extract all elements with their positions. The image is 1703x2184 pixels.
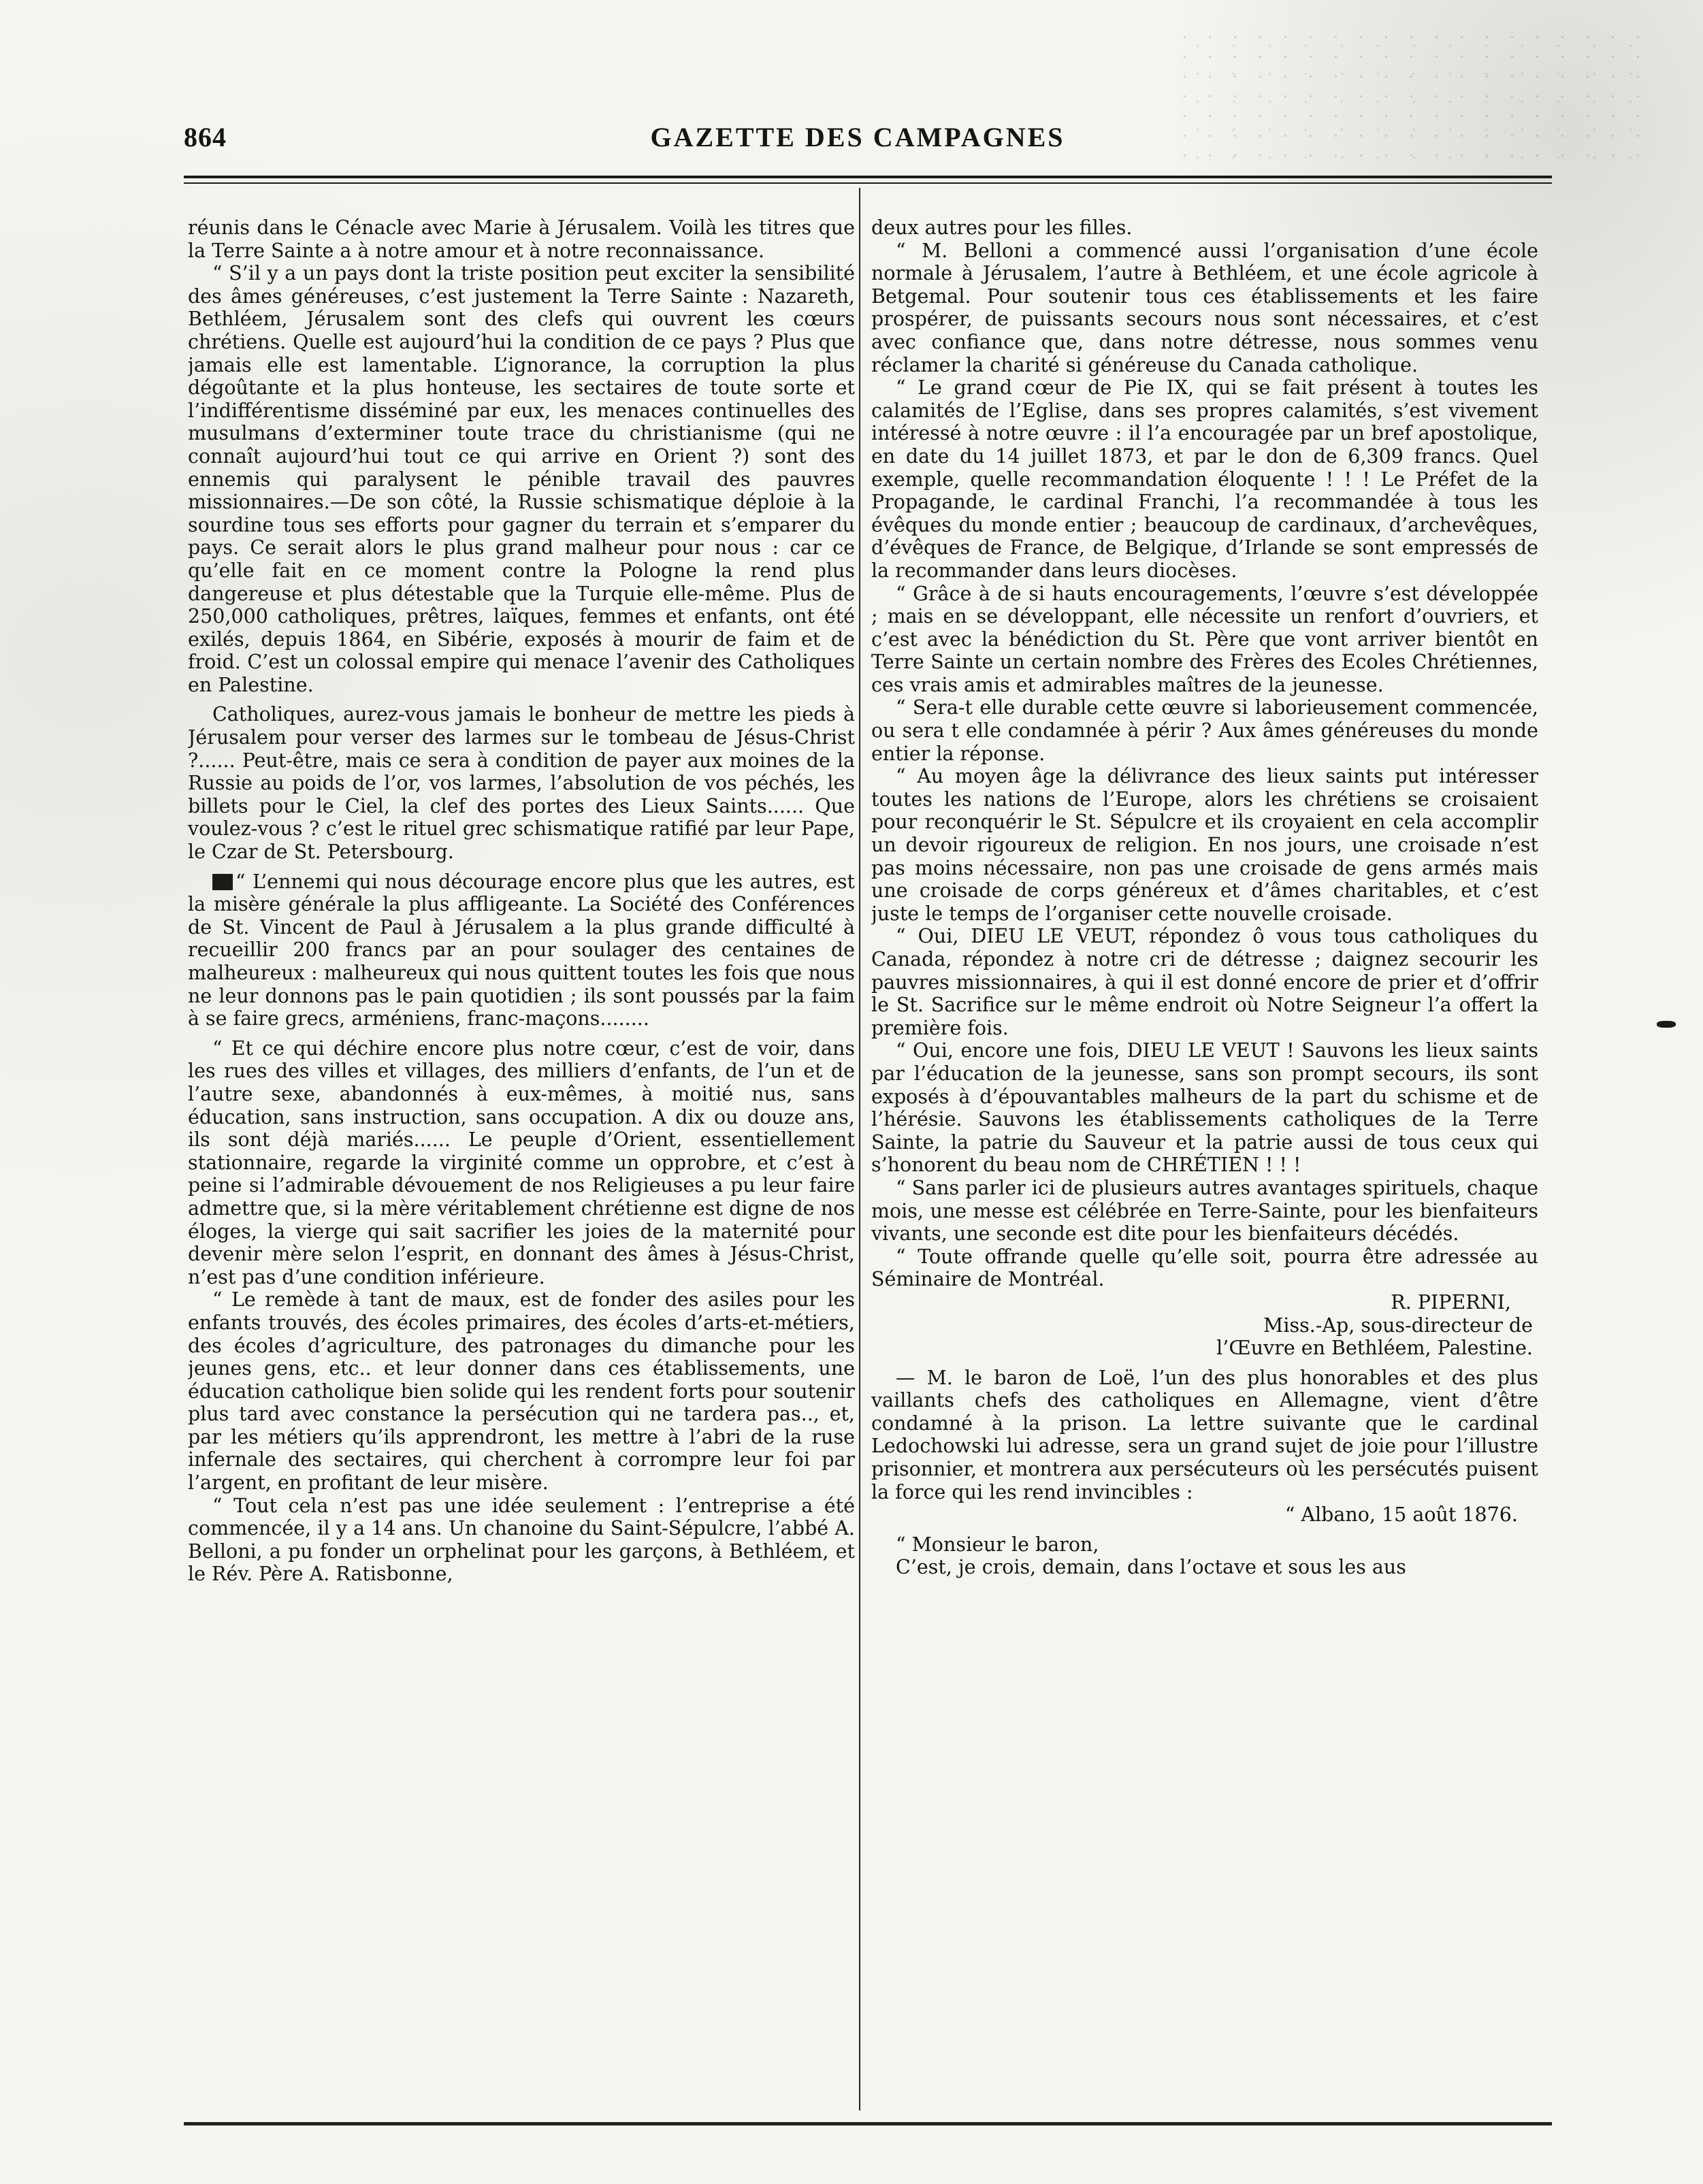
paragraph: deux autres pour les filles.: [871, 216, 1133, 239]
header-rule: [184, 176, 1552, 178]
paragraph: “ S’il y a un pays dont la triste position peut exciter la sensibilité des âmes généreuses, c’est justement la Terre Sainte : Nazareth, Bethléem, Jérusalem sont des clefs qui ouvrent les cœurs chrétiens. Quelle est aujourd’hui la condition de ce pays ? Plus que jamais elle est lamentable. L’ignorance, la corruption la plus dégoûtante et la plus honteuse, les sectaires de toute sorte et l’indifférentisme disséminé par eux, les menaces continuelles des musulmans d’exterminer toute trace du christianisme (qui ne connaît aujourd’hui tout ce qui arrive en Orient ?) sont des ennemis qui paralysent le pénible travail des pauvres missionnaires.—De son côté, la Russie schismatique déploie à la sourdine tous ses efforts pour gagner du terrain et s’emparer du pays. Ce serait alors le plus grand malheur pour nous : car ce qu’elle fait en ce moment contre la Pologne la rend plus dangereuse et plus détestable que la Turquie elle-même. Plus de 250,000 catholiques, prêtres, laïques, femmes et enfants, ont été exilés, depuis 1864, en Sibérie, exposés à mourir de faim et de froid. C’est un colossal empire qui menace l’avenir des Catholiques en Palestine.: [188, 262, 855, 696]
letter-opening: C’est, je crois, demain, dans l’octave et sous les aus: [896, 1556, 1406, 1579]
paragraph: “ Et ce qui déchire encore plus notre cœur, c’est de voir, dans les rues des villes et villages, des milliers d’enfants, de l’un et de l’autre sexe, abandonnés à eux-mêmes, à moitié nus, sans éducation, sans instruction, sans occupation. A dix ou douze ans, ils sont déjà mariés...... Le peuple d’Orient, essentiellement stationnaire, regarde la virginité comme un opprobre, et c’est à peine si l’admirable dévouement de nos Religieuses a pu leur faire admettre que, si la mère véritablement chrétienne est digne de nos éloges, la vierge qui sait sacrifier les joies de la maternité pour devenir mère selon l’esprit, en donnant des âmes à Jésus-Christ, n’est pas d’une condition inférieure.: [188, 1037, 855, 1288]
letter-salutation: “ Monsieur le baron,: [896, 1533, 1099, 1556]
paragraph: Catholiques, aurez-vous jamais le bonheur de mettre les pieds à Jérusalem pour verser des larmes sur le tombeau de Jésus-Christ ?...... Peut-être, mais ce sera à condition de payer aux moines de la Russie au poids de l’or, vos larmes, l’absolution de vos péchés, les billets pour le Ciel, la clef des portes des Lieux Saints...... Que voulez-vous ? c’est le rituel grec schismatique ratifié par leur Pape, le Czar de St. Petersbourg.: [188, 703, 855, 864]
paragraph-with-marker: [188, 870, 855, 1030]
section-marker: [212, 874, 233, 890]
page-header: [184, 121, 1531, 162]
left-column: [188, 216, 855, 2115]
signature-name: R. PIPERNI,: [1391, 1290, 1511, 1314]
paragraph: “ Tout cela n’est pas une idée seulement : l’entreprise a été commencée, il y a 14 ans. Un chanoine du Saint-Sépulcre, l’abbé A. Belloni, a pu fonder un orphelinat pour les garçons, à Bethléem, et le Rév. Père A. Ratisbonne,: [188, 1494, 855, 1586]
paragraph: “ Toute offrande quelle qu’elle soit, pourra être adressée au Séminaire de Montréal.: [871, 1245, 1538, 1291]
footer-rule: [184, 2122, 1552, 2125]
paragraph: “ Le grand cœur de Pie IX, qui se fait présent à toutes les calamités de l’Eglise, dans ses propres calamités, s’est vivement intéressé à notre œuvre : il l’a encouragée par un bref apostolique, en date du 14 juillet 1873, et par le don de 6,309 francs. Quel exemple, quelle recommandation éloquente ! ! ! Le Préfet de la Propagande, le cardinal Franchi, l’a recommandée à tous les évêques du monde entier ; beaucoup de cardinaux, d’archevêques, d’évêques de France, de Belgique, d’Irlande se sont empressés de la recommander dans leurs diocèses.: [871, 376, 1538, 582]
paragraph: “ Sans parler ici de plusieurs autres avantages spirituels, chaque mois, une messe est célébrée en Terre-Sainte, pour les bienfaiteurs vivants, une seconde est dite pour les bienfaiteurs décédés.: [871, 1176, 1538, 1245]
signature-title-line2: l’Œuvre en Bethléem, Palestine.: [1216, 1337, 1533, 1360]
paragraph: — M. le baron de Loë, l’un des plus honorables et des plus vaillants chefs des catholiques en Allemagne, vient d’être condamné à la prison. La lettre suivante que le cardinal Ledochowski lui adresse, sera un grand sujet de joie pour l’illustre prisonnier, et montrera aux persécuteurs où les persécutés puisent la force qui les rend invincibles :: [871, 1366, 1538, 1503]
paragraph: réunis dans le Cénacle avec Marie à Jérusalem. Voilà les titres que la Terre Sainte a à notre amour et à notre reconnaissance.: [188, 216, 855, 262]
paragraph: “ Le remède à tant de maux, est de fonder des asiles pour les enfants trouvés, des écoles primaires, des écoles d’arts-et-métiers, des écoles d’agriculture, des patronages du dimanche pour les jeunes gens, etc.. et leur donner dans ces établissements, une éducation catholique bien solide qui les rendent forts pour soutenir plus tard avec constance la persécution qui ne tardera pas.., et, par les métiers qu’ils apprendront, les mettre à l’abri de la ruse infernale des sectaires, qui cherchent à corrompre leur foi par l’argent, en profitant de leur misère.: [188, 1288, 855, 1495]
header-rule-thin: [184, 182, 1552, 184]
running-head: GAZETTE DES CAMPAGNES: [650, 122, 1065, 152]
letter-dateline: “ Albano, 15 août 1876.: [1284, 1503, 1518, 1527]
page-number: 864: [184, 122, 227, 152]
column-divider: [859, 188, 860, 2110]
right-column: [871, 216, 1538, 2115]
paragraph: “ Oui, encore une fois, DIEU LE VEUT ! Sauvons les lieux saints par l’éducation de la jeunesse, sans son prompt secours, ils sont exposés à d’épouvantables malheurs de la part du schisme et de l’hérésie. Sauvons les établissements catholiques de la Terre Sainte, la patrie du Sauveur et la patrie aussi de tous ceux qui s’honorent du beau nom de CHRÉTIEN ! ! !: [871, 1039, 1538, 1177]
paragraph: “ Au moyen âge la délivrance des lieux saints put intéresser toutes les nations de l’Europe, alors les chrétiens se croisaient pour reconquérir le St. Sépulcre et ils croyaient en cela accomplir un devoir rigoureux de religion. En nos jours, une croisade n’est pas moins nécessaire, non pas une croisade de gens armés mais une croisade de corps généreux et d’âmes charitables, et c’est juste le temps de l’organiser cette nouvelle croisade.: [871, 765, 1538, 925]
paragraph-text: “ L’ennemi qui nous décourage encore plus que les autres, est la misère générale la plus affligeante. La Société des Conférences de St. Vincent de Paul à Jérusalem a la plus grande difficulté à recueillir 200 francs par an pour soulager des centaines de malheureux : malheureux qui nous quittent toutes les fois que nous ne leur donnons pas le pain quotidien ; ils sont poussés par la faim à se faire grecs, arméniens, franc-maçons........: [188, 870, 855, 1030]
margin-ink-mark: [1657, 1021, 1676, 1028]
paragraph: “ Grâce à de si hauts encouragements, l’œuvre s’est développée ; mais en se développant, elle nécessite un renfort d’ouvriers, et c’est avec la bénédiction du St. Père que vont arriver bientôt en Terre Sainte un certain nombre des Frères des Ecoles Chrétiennes, ces vrais amis et admirables maîtres de la jeunesse.: [871, 582, 1538, 696]
paragraph: “ Sera-t elle durable cette œuvre si laborieusement commencée, ou sera t elle condamnée à périr ? Aux âmes généreuses du monde entier la réponse.: [871, 696, 1538, 765]
signature-title-line1: Miss.-Ap, sous-directeur de: [1263, 1314, 1533, 1337]
paragraph: “ Oui, DIEU LE VEUT, répondez ô vous tous catholiques du Canada, répondez à notre cri de détresse ; daignez secourir les pauvres missionnaires, à qui il est donné encore de prier et d’offrir le St. Sacrifice sur le même endroit où Notre Seigneur l’a offert la première fois.: [871, 925, 1538, 1039]
paragraph: “ M. Belloni a commencé aussi l’organisation d’une école normale à Jérusalem, l’autre à Bethléem, et une école agricole à Betgemal. Pour soutenir tous ces établissements et les faire prospérer, de puissants secours nous sont nécessaires, et c’est avec confiance que, dans notre détresse, nous sommes venu réclamer la charité si généreuse du Canada catholique.: [871, 239, 1538, 376]
